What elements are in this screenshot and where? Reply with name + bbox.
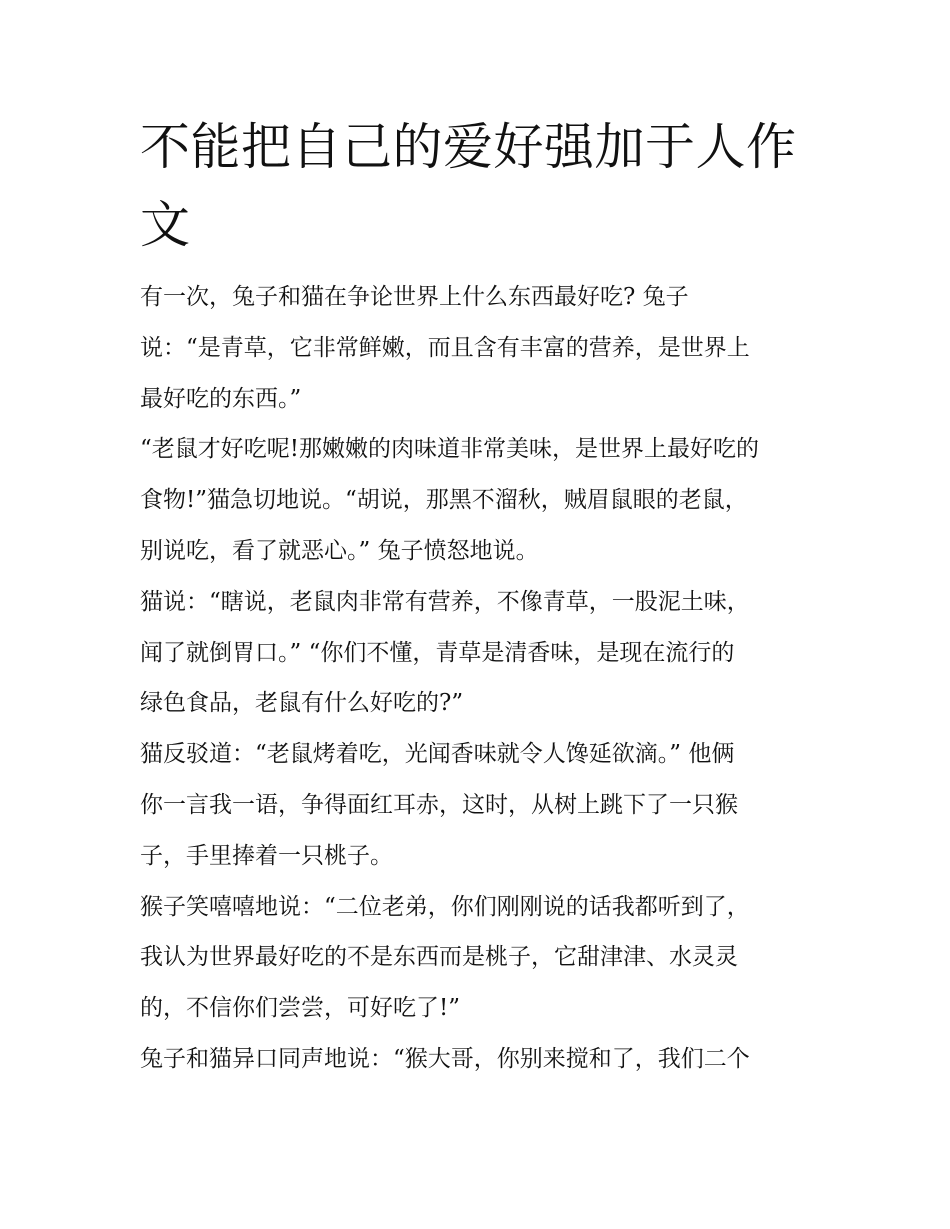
text-line: 绿色食品，老鼠有什么好吃的?” [140,690,464,717]
text-line: 说：“是青草，它非常鲜嫩，而且含有丰富的营养，是世界上 [140,334,750,361]
text-line: 我认为世界最好吃的不是东西而是桃子，它甜津津、水灵灵 [140,944,738,971]
document-content [140,108,812,1085]
text-line: 猫说：“瞎说，老鼠肉非常有营养，不像青草，一股泥土味， [140,588,750,615]
paragraph [140,424,812,576]
text-line: 子，手里捧着一只桃子。 [140,842,393,869]
text-line: 猴子笑嘻嘻地说：“二位老弟，你们刚刚说的话我都听到了， [140,893,750,920]
text-line: 有一次，兔子和猫在争论世界上什么东西最好吃? 兔子 [140,284,689,310]
text-line: 的，不信你们尝尝，可好吃了!” [140,995,461,1022]
text-line: 食物!”猫急切地说。“胡说，那黑不溜秋，贼眉鼠眼的老鼠， [140,487,748,514]
text-line: “老鼠才好吃呢!那嫩嫩的肉味道非常美味，是世界上最好吃的 [140,436,760,463]
title-line: 不能把自己的爱好强加于人作 [140,118,797,176]
text-line: 闻了就倒胃口。” “你们不懂，青草是清香味，是现在流行的 [140,639,735,666]
paragraph [140,882,812,1034]
paragraph [140,272,812,424]
paragraph [140,1034,812,1085]
text-line: 最好吃的东西。” [140,385,302,412]
document-title [140,108,812,264]
text-line: 兔子和猫异口同声地说：“猴大哥，你别来搅和了，我们二个 [140,1045,750,1072]
text-line: 猫反驳道：“老鼠烤着吃，光闻香味就令人馋延欲滴。” 他俩 [140,741,735,768]
text-line: 别说吃，看了就恶心。” 兔子愤怒地说。 [140,537,539,564]
paragraph [140,577,812,729]
text-line: 你一言我一语，争得面红耳赤，这时，从树上跳下了一只猴 [140,791,738,818]
paragraph [140,729,812,881]
document-body [140,272,812,1085]
title-line: 文 [140,196,191,254]
